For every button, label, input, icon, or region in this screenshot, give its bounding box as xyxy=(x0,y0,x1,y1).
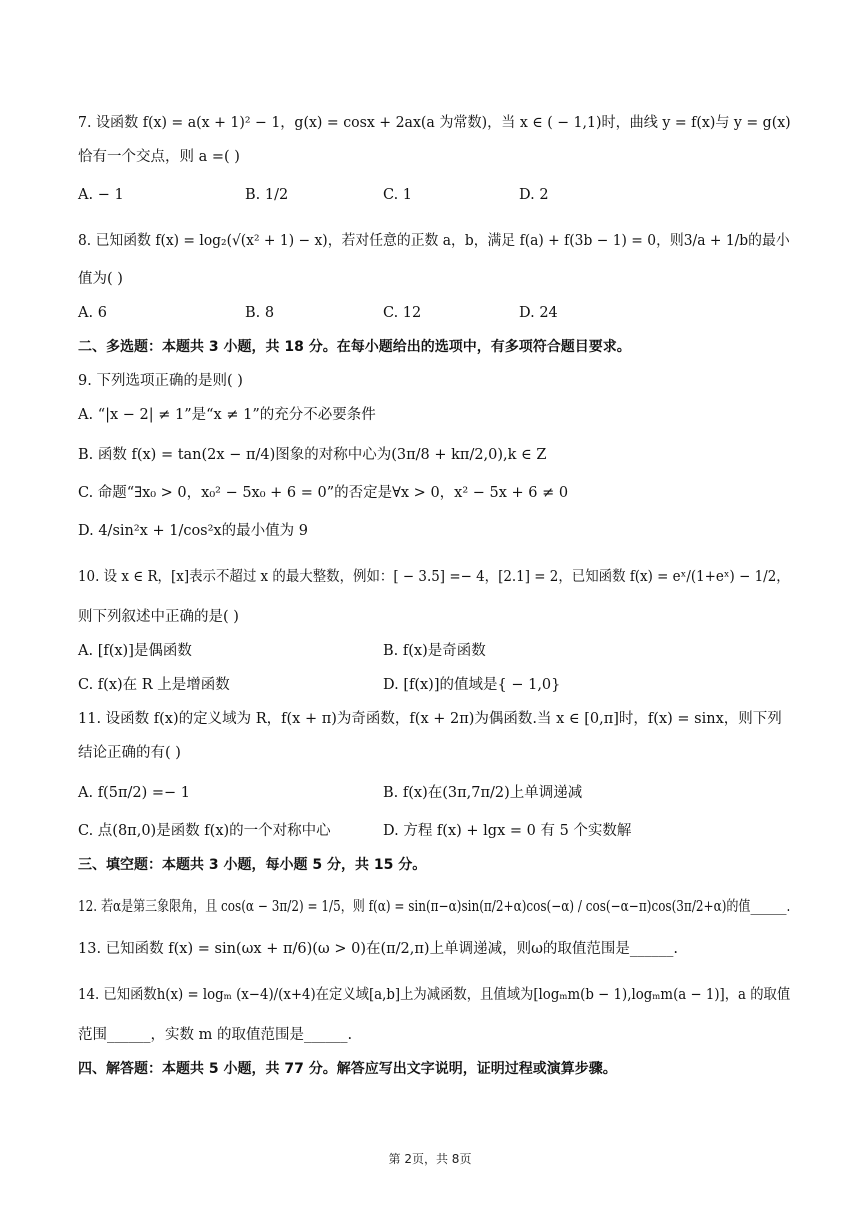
q7-line2: 恰有一个交点，则 a =( ) xyxy=(78,149,240,165)
q8-option-b: B. 8 xyxy=(245,305,275,321)
q11-option-b: B. f(x)在(3π,7π/2)上单调递减 xyxy=(383,785,583,801)
q9-option-c: C. 命题“∃x₀ > 0，x₀² − 5x₀ + 6 = 0”的否定是∀x > 0，x² − 5x + 6 ≠ 0 xyxy=(78,485,569,501)
q10-option-c: C. f(x)在 R 上是增函数 xyxy=(78,677,230,693)
q9-option-b: B. 函数 f(x) = tan(2x − π/4)图象的对称中心为(3π/8 + kπ/2,0),k ∈ Z xyxy=(78,447,547,463)
q10-line2: 则下列叙述中正确的是( ) xyxy=(78,609,239,625)
q14-line1: 14. 已知函数h(x) = logₘ (x−4)/(x+4)在定义域[a,b]上为减函数，且值域为[logₘm(b − 1),logₘm(a − 1)]，a 的取值 xyxy=(78,987,791,1003)
q12-text: 12. 若α是第三象限角，且 cos(α − 3π/2) = 1/5，则 f(α) = sin(π−α)sin(π/2+α)cos(−α) / cos(−α−π)cos(3π/2+α)的值______. xyxy=(78,899,791,915)
q7-option-c: C. 1 xyxy=(383,187,413,203)
q8-option-d: D. 24 xyxy=(519,305,558,321)
q7-option-a: A. − 1 xyxy=(78,187,124,203)
q8-line1: 8. 已知函数 f(x) = log₂(√(x² + 1) − x)，若对任意的正数 a，b，满足 f(a) + f(3b − 1) = 0，则3/a + 1/b的最小 xyxy=(78,233,790,249)
q7-option-b: B. 1/2 xyxy=(245,187,289,203)
q9-option-a: A. “|x − 2| ≠ 1”是“x ≠ 1”的充分不必要条件 xyxy=(78,407,376,423)
section-heading-multiple-choice: 二、多选题：本题共 3 小题，共 18 分。在每小题给出的选项中，有多项符合题目要求。 xyxy=(78,339,631,355)
q11-line1: 11. 设函数 f(x)的定义域为 R，f(x + π)为奇函数，f(x + 2π)为偶函数.当 x ∈ [0,π]时，f(x) = sinx，则下列 xyxy=(78,711,782,727)
q7-option-d: D. 2 xyxy=(519,187,549,203)
q10-option-d: D. [f(x)]的值域是{ − 1,0} xyxy=(383,677,561,693)
q10-option-b: B. f(x)是奇函数 xyxy=(383,643,486,659)
q11-option-c: C. 点(8π,0)是函数 f(x)的一个对称中心 xyxy=(78,823,331,839)
q14-line2: 范围______，实数 m 的取值范围是______. xyxy=(78,1027,353,1043)
q8-option-c: C. 12 xyxy=(383,305,422,321)
q13-text: 13. 已知函数 f(x) = sin(ωx + π/6)(ω > 0)在(π/2,π)上单调递减，则ω的取值范围是______. xyxy=(78,941,678,957)
q11-option-a: A. f(5π/2) =− 1 xyxy=(78,785,190,801)
q9-option-d: D. 4/sin²x + 1/cos²x的最小值为 9 xyxy=(78,523,308,539)
q8-line2: 值为( ) xyxy=(78,271,123,287)
section-heading-fill-in: 三、填空题：本题共 3 小题，每小题 5 分，共 15 分。 xyxy=(78,857,427,873)
q10-line1: 10. 设 x ∈ R，[x]表示不超过 x 的最大整数，例如：[ − 3.5] =− 4，[2.1] = 2，已知函数 f(x) = eˣ/(1+eˣ) − 1/2， xyxy=(78,569,790,585)
q11-option-d: D. 方程 f(x) + lgx = 0 有 5 个实数解 xyxy=(383,823,632,839)
q9-stem: 9. 下列选项正确的是则( ) xyxy=(78,373,243,389)
q7-line1: 7. 设函数 f(x) = a(x + 1)² − 1，g(x) = cosx + 2ax(a 为常数)，当 x ∈ ( − 1,1)时，曲线 y = f(x)与 y = g(x) xyxy=(78,115,791,131)
section-heading-solutions: 四、解答题：本题共 5 小题，共 77 分。解答应写出文字说明，证明过程或演算步骤。 xyxy=(78,1061,617,1077)
q8-option-a: A. 6 xyxy=(78,305,107,321)
q11-line2: 结论正确的有( ) xyxy=(78,745,181,761)
page-footer: 第 2页，共 8页 xyxy=(388,1152,472,1166)
q10-option-a: A. [f(x)]是偶函数 xyxy=(78,643,192,659)
